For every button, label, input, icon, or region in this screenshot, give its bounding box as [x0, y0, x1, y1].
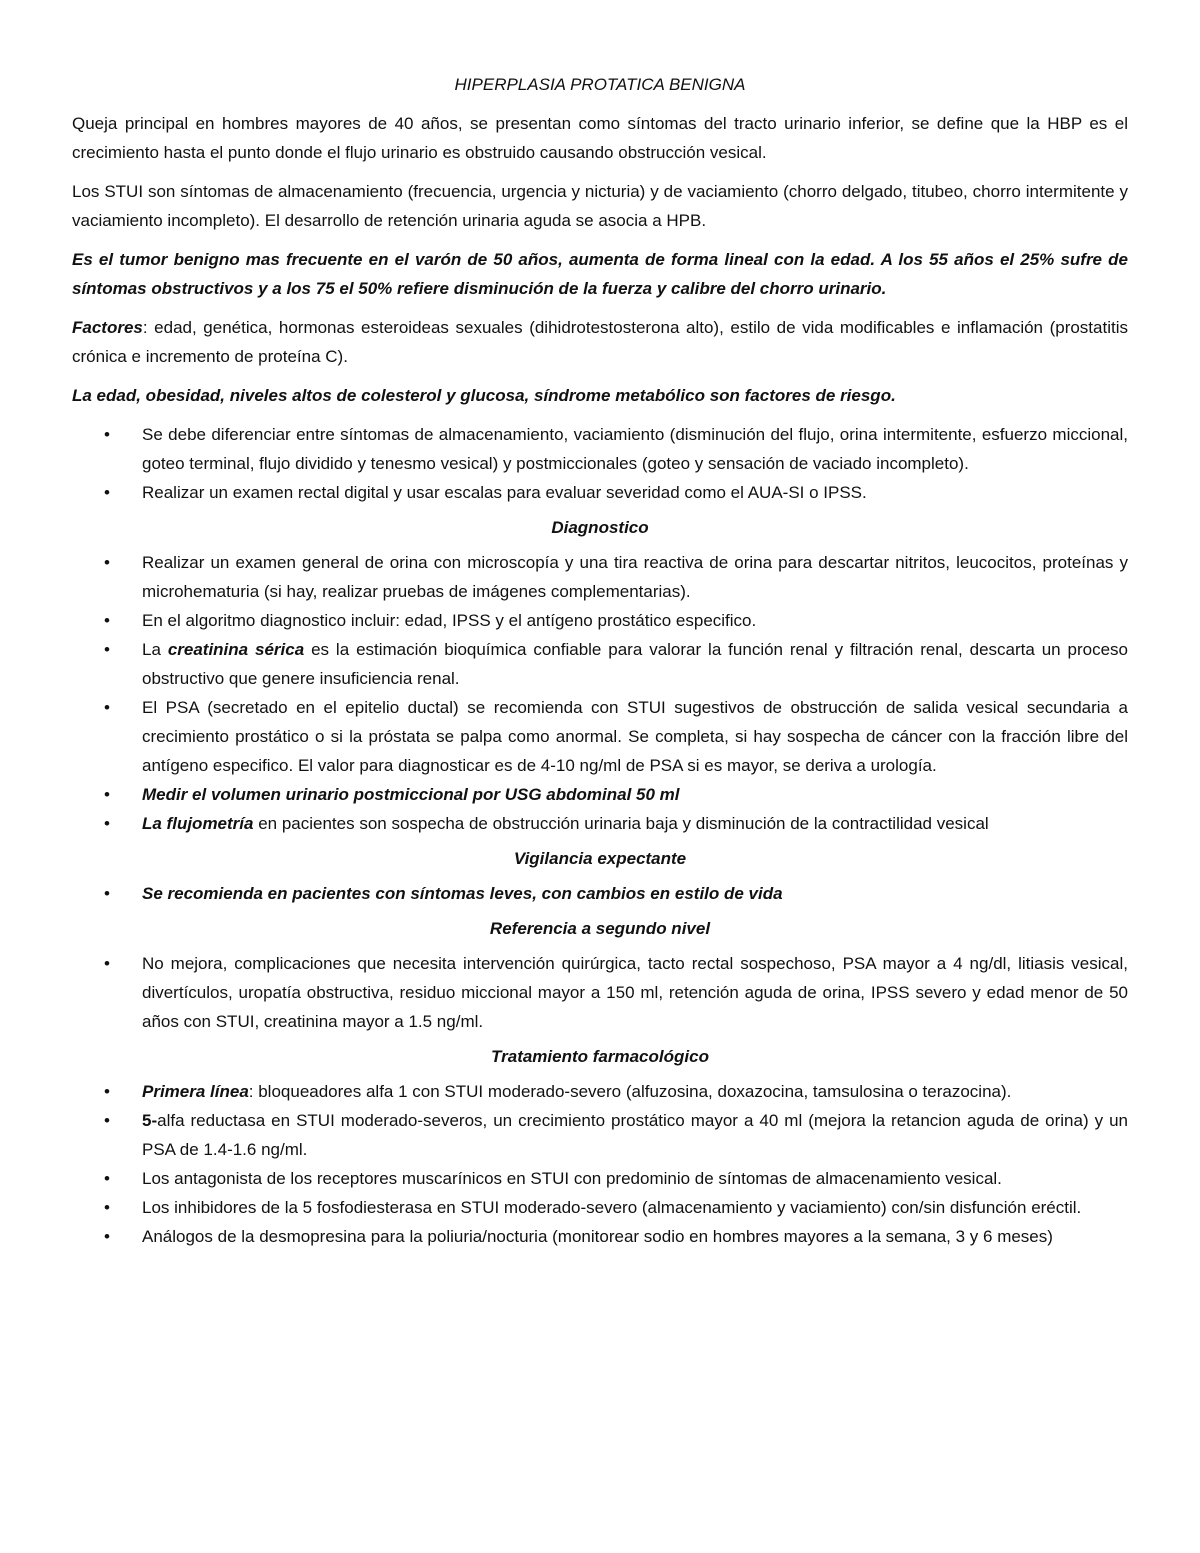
list-item: • Los inhibidores de la 5 fosfodiesterasa en STUI moderado-severo (almacenamiento y vaciamiento) con/sin disfunción eréctil.: [72, 1193, 1128, 1222]
intro-paragraph-2: Los STUI son síntomas de almacenamiento (frecuencia, urgencia y nicturia) y de vaciamiento (chorro delgado, titubeo, chorro intermitente y vaciamiento incompleto). El desarrollo de retención urinaria aguda se asocia a HPB.: [72, 182, 1128, 230]
list-item: • 5-alfa reductasa en STUI moderado-severos, un crecimiento prostático mayor a 40 ml (mejora la retancion aguda de orina) y un PSA de 1.4-1.6 ng/ml.: [72, 1106, 1128, 1164]
section-heading-vigilancia: Vigilancia expectante: [513, 849, 687, 868]
vigilancia-list: [72, 879, 1128, 908]
bullet-icon: •: [104, 1169, 110, 1188]
list-item: • Análogos de la desmopresina para la poliuria/nocturia (monitorear sodio en hombres mayores a la semana, 3 y 6 meses): [72, 1222, 1128, 1251]
tratamiento-list: [72, 1077, 1128, 1251]
list-item: • Realizar un examen general de orina con microscopía y una tira reactiva de orina para descartar nitritos, leucocitos, proteínas y microhematuria (si hay, realizar pruebas de imágenes complementarias).: [72, 548, 1128, 606]
bullet-icon: •: [104, 611, 110, 630]
bullet-icon: •: [104, 1111, 110, 1130]
diagnostico-list: [72, 548, 1128, 838]
list-item: • No mejora, complicaciones que necesita intervención quirúrgica, tacto rectal sospechoso, PSA mayor a 4 ng/dl, litiasis vesical, divertículos, uropatía obstructiva, residuo miccional mayor a 150 ml, retención aguda de orina, IPSS severo y edad menor de 50 años con STUI, creatinina mayor a 1.5 ng/ml.: [72, 949, 1128, 1036]
list-item: • Se debe diferenciar entre síntomas de almacenamiento, vaciamiento (disminución del flujo, orina intermitente, esfuerzo miccional, goteo terminal, flujo dividido y tenesmo vesical) y postmiccionales (goteo y sensación de vaciado incompleto).: [72, 420, 1128, 478]
list-item: • Se recomienda en pacientes con síntomas leves, con cambios en estilo de vida: [72, 879, 1128, 908]
list-item: • El PSA (secretado en el epitelio ductal) se recomienda con STUI sugestivos de obstrucción de salida vesical secundaria a crecimiento prostático o si la próstata se palpa como anormal. Se completa, si hay sospecha de cáncer con la fracción libre del antígeno especifico. El valor para diagnosticar es de 4-10 ng/ml de PSA si es mayor, se deriva a urología.: [72, 693, 1128, 780]
list-item: • Los antagonista de los receptores muscarínicos en STUI con predominio de síntomas de almacenamiento vesical.: [72, 1164, 1128, 1193]
bullet-icon: •: [104, 1227, 110, 1246]
bullet-icon: •: [104, 553, 110, 572]
section-heading-tratamiento: Tratamiento farmacológico: [491, 1047, 709, 1066]
list-item: • La creatinina sérica es la estimación bioquímica confiable para valorar la función renal y filtración renal, descarta un proceso obstructivo que genere insuficiencia renal.: [72, 635, 1128, 693]
bullet-icon: •: [104, 1082, 110, 1101]
list-item: • En el algoritmo diagnostico incluir: edad, IPSS y el antígeno prostático especifico.: [72, 606, 1128, 635]
intro-paragraph-1: Queja principal en hombres mayores de 40 años, se presentan como síntomas del tracto urinario inferior, se define que la HBP es el crecimiento hasta el punto donde el flujo urinario es obstruido causando obstrucción vesical.: [72, 114, 1128, 162]
factores-text: : edad, genética, hormonas esteroideas sexuales (dihidrotestosterona alto), estilo de vida modificables e inflamación (prostatitis crónica e incremento de proteína C).: [72, 318, 1128, 366]
list-item: • Realizar un examen rectal digital y usar escalas para evaluar severidad como el AUA-SI o IPSS.: [72, 478, 1128, 507]
referencia-list: [72, 949, 1128, 1036]
bullet-icon: •: [104, 425, 110, 444]
list-item: • Medir el volumen urinario postmiccional por USG abdominal 50 ml: [72, 780, 1128, 809]
factores-paragraph: [72, 313, 1128, 371]
bullet-icon: •: [104, 785, 110, 804]
factores-label: Factores: [72, 318, 143, 337]
document-title: HIPERPLASIA PROTATICA BENIGNA: [454, 75, 746, 94]
intro-paragraph-3: Es el tumor benigno mas frecuente en el varón de 50 años, aumenta de forma lineal con la edad. A los 55 años el 25% sufre de síntomas obstructivos y a los 75 el 50% refiere disminución de la fuerza y calibre del chorro urinario.: [72, 250, 1128, 298]
bullet-icon: •: [104, 640, 110, 659]
general-list: [72, 420, 1128, 507]
section-heading-referencia: Referencia a segundo nivel: [489, 919, 711, 938]
list-item: • Primera línea: bloqueadores alfa 1 con STUI moderado-severo (alfuzosina, doxazocina, tamsulosina o terazocina).: [72, 1077, 1128, 1106]
bullet-icon: •: [104, 483, 110, 502]
bullet-icon: •: [104, 814, 110, 833]
bullet-icon: •: [104, 884, 110, 903]
bullet-icon: •: [104, 954, 110, 973]
risk-factors-paragraph: La edad, obesidad, niveles altos de colesterol y glucosa, síndrome metabólico son factores de riesgo.: [72, 386, 896, 405]
list-item: • La flujometría en pacientes son sospecha de obstrucción urinaria baja y disminución de la contractilidad vesical: [72, 809, 1128, 838]
section-heading-diagnostico: Diagnostico: [551, 518, 649, 537]
bullet-icon: •: [104, 1198, 110, 1217]
bullet-icon: •: [104, 698, 110, 717]
